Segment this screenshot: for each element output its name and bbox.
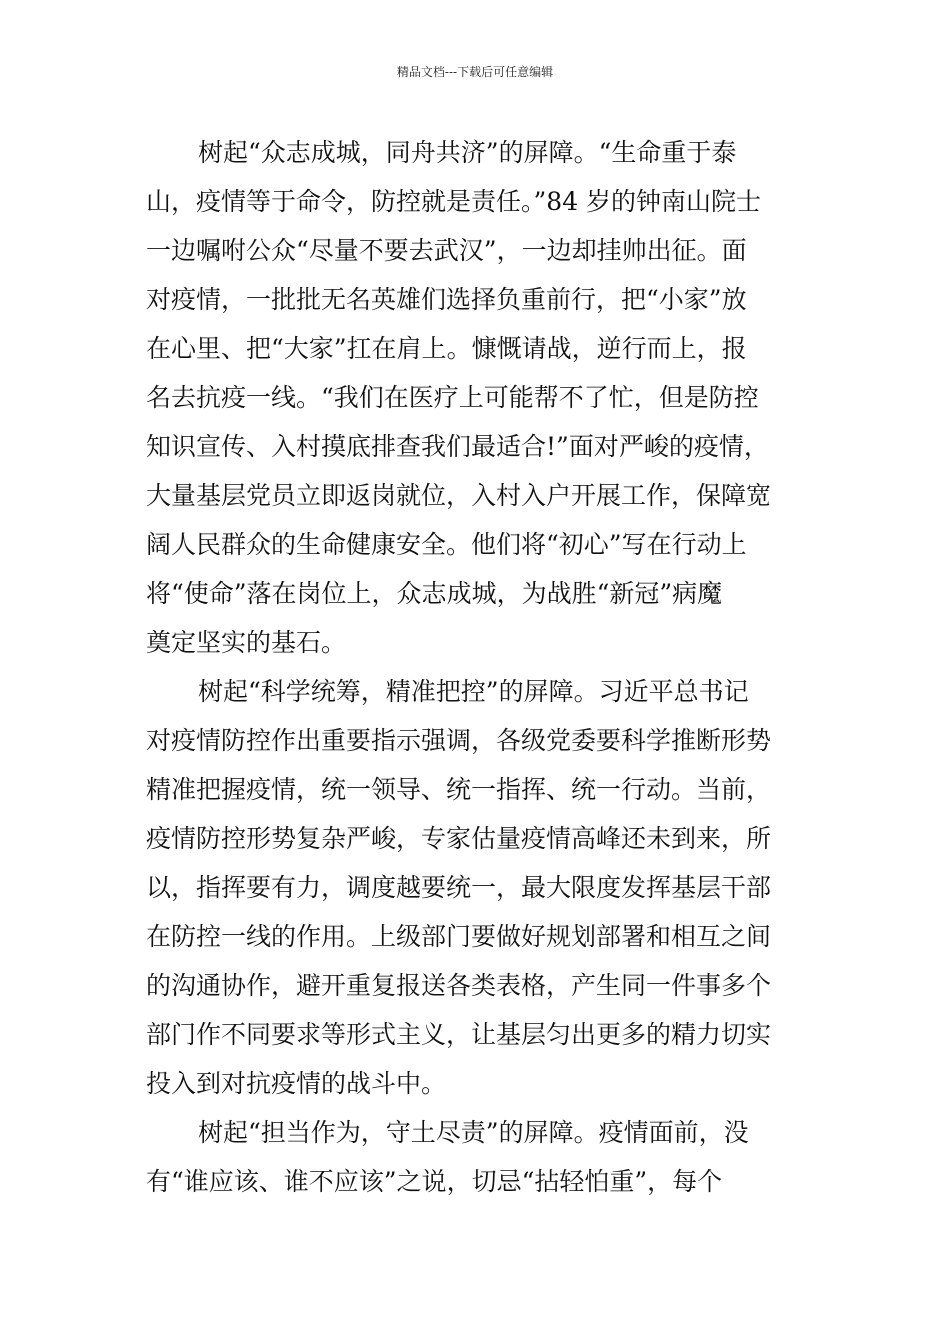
paragraph-2 [146,667,806,1108]
text-line: 树起“众志成城，同舟共济”的屏障。“生命重于泰 [198,138,737,167]
text-line: 树起“科学统筹，精准把控”的屏障。习近平总书记 [198,677,749,706]
text-line: 山，疫情等于命令，防控就是责任。”84 岁的钟南山院士 [146,187,762,216]
text-line: 将“使命”落在岗位上，众志成城，为战胜“新冠”病魔 [146,579,723,608]
text-line: 疫情防控形势复杂严峻，专家估量疫情高峰还未到来，所 [146,824,772,853]
text-line: 知识宣传、入村摸底排查我们最适合!”面对严峻的疫情， [146,432,769,461]
text-line: 在心里、把“大家”扛在肩上。慷慨请战，逆行而上，报 [146,334,747,363]
paragraph-3 [146,1108,806,1206]
text-line: 有“谁应该、谁不应该”之说，切忌“拈轻怕重”，每个 [146,1167,723,1196]
text-line: 大量基层党员立即返岗就位，入村入户开展工作，保障宽 [146,481,772,510]
text-line: 名去抗疫一线。“我们在医疗上可能帮不了忙，但是防控 [146,383,759,412]
paragraph-1 [146,128,806,667]
text-line: 部门作不同要求等形式主义，让基层匀出更多的精力切实 [146,1020,772,1049]
text-line: 奠定坚实的基石。 [146,628,347,657]
document-body [146,128,806,1206]
text-line: 一边嘱咐公众“尽量不要去武汉”，一边却挂帅出征。面 [146,236,747,265]
text-line: 的沟通协作，避开重复报送各类表格，产生同一件事多个 [146,971,772,1000]
text-line: 阔人民群众的生命健康安全。他们将“初心”写在行动上 [146,530,747,559]
text-line: 以，指挥要有力，调度越要统一，最大限度发挥基层干部 [146,873,772,902]
text-line: 投入到对抗疫情的战斗中。 [146,1069,447,1098]
page-header: 精品文档---下载后可任意编辑 [396,65,554,79]
text-line: 树起“担当作为，守土尽责”的屏障。疫情面前，没 [198,1118,749,1147]
text-line: 对疫情防控作出重要指示强调，各级党委要科学推断形势 [146,726,772,755]
text-line: 精准把握疫情，统一领导、统一指挥、统一行动。当前， [146,775,772,804]
text-line: 对疫情，一批批无名英雄们选择负重前行，把“小家”放 [146,285,747,314]
text-line: 在防控一线的作用。上级部门要做好规划部署和相互之间 [146,922,772,951]
